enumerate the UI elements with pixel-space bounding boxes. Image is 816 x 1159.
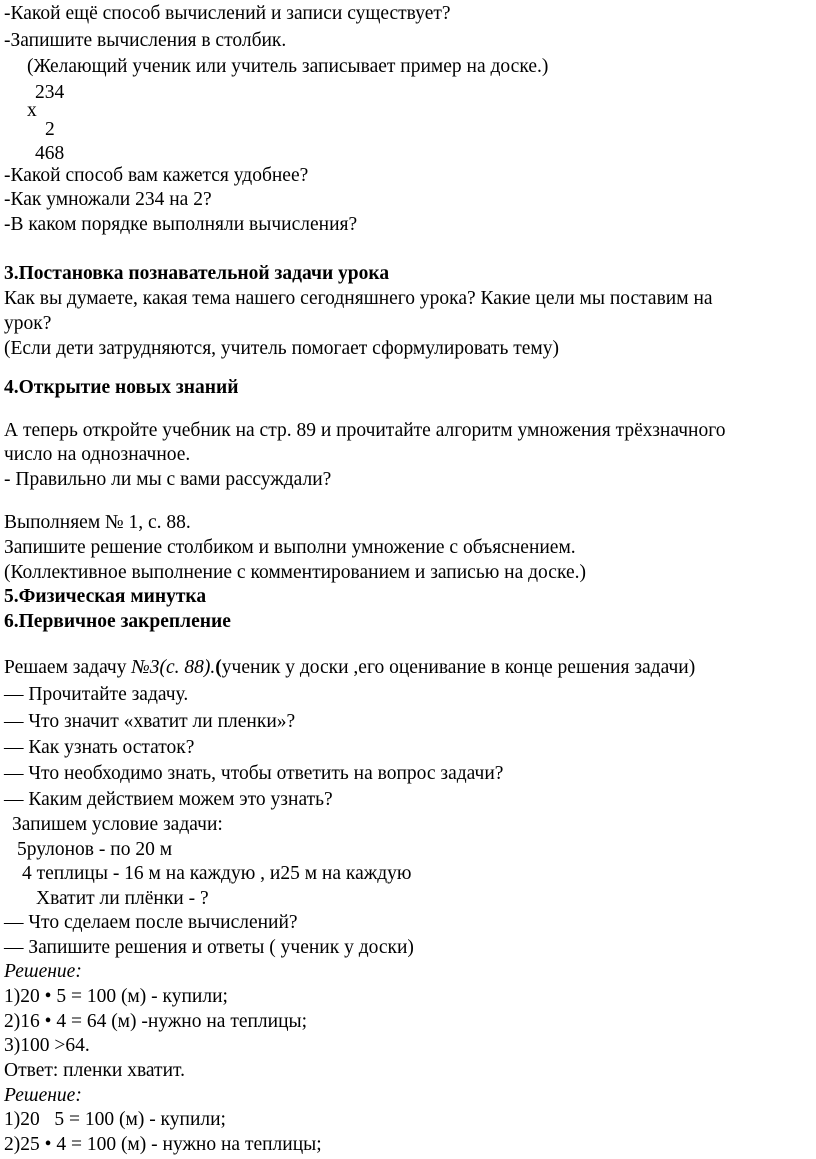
task-note: ученик у доски ,его оценивание в конце решения задачи) <box>221 657 696 678</box>
section-heading: 4.Открытие новых знаний <box>4 377 239 398</box>
solution-step: 3)100 >64. <box>4 1035 90 1056</box>
multiplier: 2 <box>45 119 55 140</box>
paragraph-line: Как вы думаете, какая тема нашего сегодняшнего урока? Какие цели мы поставим на <box>4 288 713 309</box>
question-line: -Как умножали 234 на 2? <box>4 189 212 210</box>
condition-question: Хватит ли плёнки - ? <box>36 888 209 909</box>
condition-line: 5рулонов - по 20 м <box>17 839 173 860</box>
question-line: - Правильно ли мы с вами рассуждали? <box>4 469 332 490</box>
question-line: — Что значит «хватит ли пленки»? <box>4 711 296 732</box>
section-heading: 3.Постановка познавательной задачи урока <box>4 263 390 284</box>
product: 468 <box>35 143 65 164</box>
solution-heading: Решение: <box>4 1085 82 1106</box>
section-heading: 6.Первичное закрепление <box>4 611 231 632</box>
question-line: -Какой способ вам кажется удобнее? <box>4 165 309 186</box>
answer-line: Ответ: пленки хватит. <box>4 1060 185 1081</box>
note-line: (Желающий ученик или учитель записывает пример на доске.) <box>27 56 549 77</box>
multiplicand: 234 <box>35 82 65 103</box>
task-line <box>4 656 695 680</box>
note-line: (Коллективное выполнение с комментированием и записью на доске.) <box>4 562 586 583</box>
question-line: — Запишите решения и ответы ( ученик у доски) <box>4 937 414 958</box>
question-line: — Что сделаем после вычислений? <box>4 912 298 933</box>
task-lead: Решаем задачу <box>4 657 132 678</box>
task-reference: №3(с. 88). <box>131 657 216 678</box>
instruction-line: -Запишите вычисления в столбик. <box>4 30 287 51</box>
question-line: -Какой ещё способ вычислений и записи существует? <box>4 3 451 24</box>
paragraph-line: число на однозначное. <box>4 444 191 465</box>
paragraph-line: Выполняем № 1, с. 88. <box>4 512 191 533</box>
solution-step: 2)25 • 4 = 100 (м) - нужно на теплицы; <box>4 1134 322 1155</box>
question-line: — Прочитайте задачу. <box>4 684 189 705</box>
question-line: -В каком порядке выполняли вычисления? <box>4 214 358 235</box>
note-line: (Если дети затрудняются, учитель помогает сформулировать тему) <box>4 338 559 359</box>
question-line: — Что необходимо знать, чтобы ответить на вопрос задачи? <box>4 763 504 784</box>
question-line: — Как узнать остаток? <box>4 737 195 758</box>
paragraph-line: Запишите решение столбиком и выполни умножение с объяснением. <box>4 537 576 558</box>
multiply-sign: х <box>27 100 37 121</box>
condition-line: 4 теплицы - 16 м на каждую , и25 м на каждую <box>22 863 412 884</box>
paragraph-line: А теперь откройте учебник на стр. 89 и прочитайте алгоритм умножения трёхзначного <box>4 420 726 441</box>
task-paren: ( <box>215 657 222 678</box>
solution-step: 1)20 • 5 = 100 (м) - купили; <box>4 986 228 1007</box>
paragraph-line: урок? <box>4 313 52 334</box>
question-line: — Каким действием можем это узнать? <box>4 789 333 810</box>
section-heading: 5.Физическая минутка <box>4 586 207 607</box>
solution-step: 2)16 • 4 = 64 (м) -нужно на теплицы; <box>4 1011 308 1032</box>
solution-step: 1)20 5 = 100 (м) - купили; <box>4 1109 226 1130</box>
solution-heading: Решение: <box>4 961 82 982</box>
condition-heading: Запишем условие задачи: <box>12 814 223 835</box>
